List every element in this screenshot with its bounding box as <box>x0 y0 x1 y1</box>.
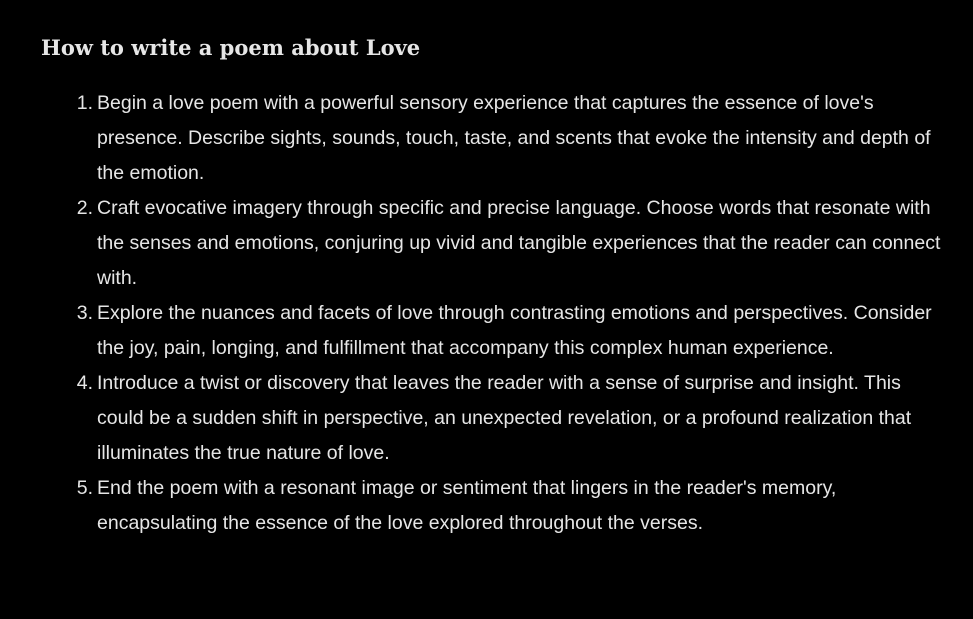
list-item-number: 5. <box>76 477 93 499</box>
list-item-text: End the poem with a resonant image or sentiment that lingers in the reader's memory, encapsulating the essence of the love explored throughout the verses. <box>97 477 837 534</box>
list-item <box>41 86 951 191</box>
list-item-number: 1. <box>76 92 93 114</box>
list-item-number: 4. <box>76 372 93 394</box>
list-item <box>41 296 951 366</box>
list-item <box>41 191 951 296</box>
list-item-text: Introduce a twist or discovery that leaves the reader with a sense of surprise and insight. This could be a sudden shift in perspective, an unexpected revelation, or a profound realization that illuminates the true nature of love. <box>97 372 912 464</box>
list-item-text: Explore the nuances and facets of love through contrasting emotions and perspectives. Consider the joy, pain, longing, and fulfillment that accompany this complex human experience. <box>97 302 932 359</box>
page-title: How to write a poem about Love <box>41 35 421 60</box>
list-item-text: Begin a love poem with a powerful sensory experience that captures the essence of love's presence. Describe sights, sounds, touch, taste, and scents that evoke the intensity and depth of the emotion. <box>97 92 931 184</box>
document <box>41 28 951 541</box>
list-item-number: 2. <box>76 197 93 219</box>
list-item <box>41 471 951 541</box>
list-item-text: Craft evocative imagery through specific and precise language. Choose words that resonate with the senses and emotions, conjuring up vivid and tangible experiences that the reader can connect with. <box>97 197 941 289</box>
list-item-number: 3. <box>76 302 93 324</box>
list-item <box>41 366 951 471</box>
steps-list <box>41 86 951 541</box>
